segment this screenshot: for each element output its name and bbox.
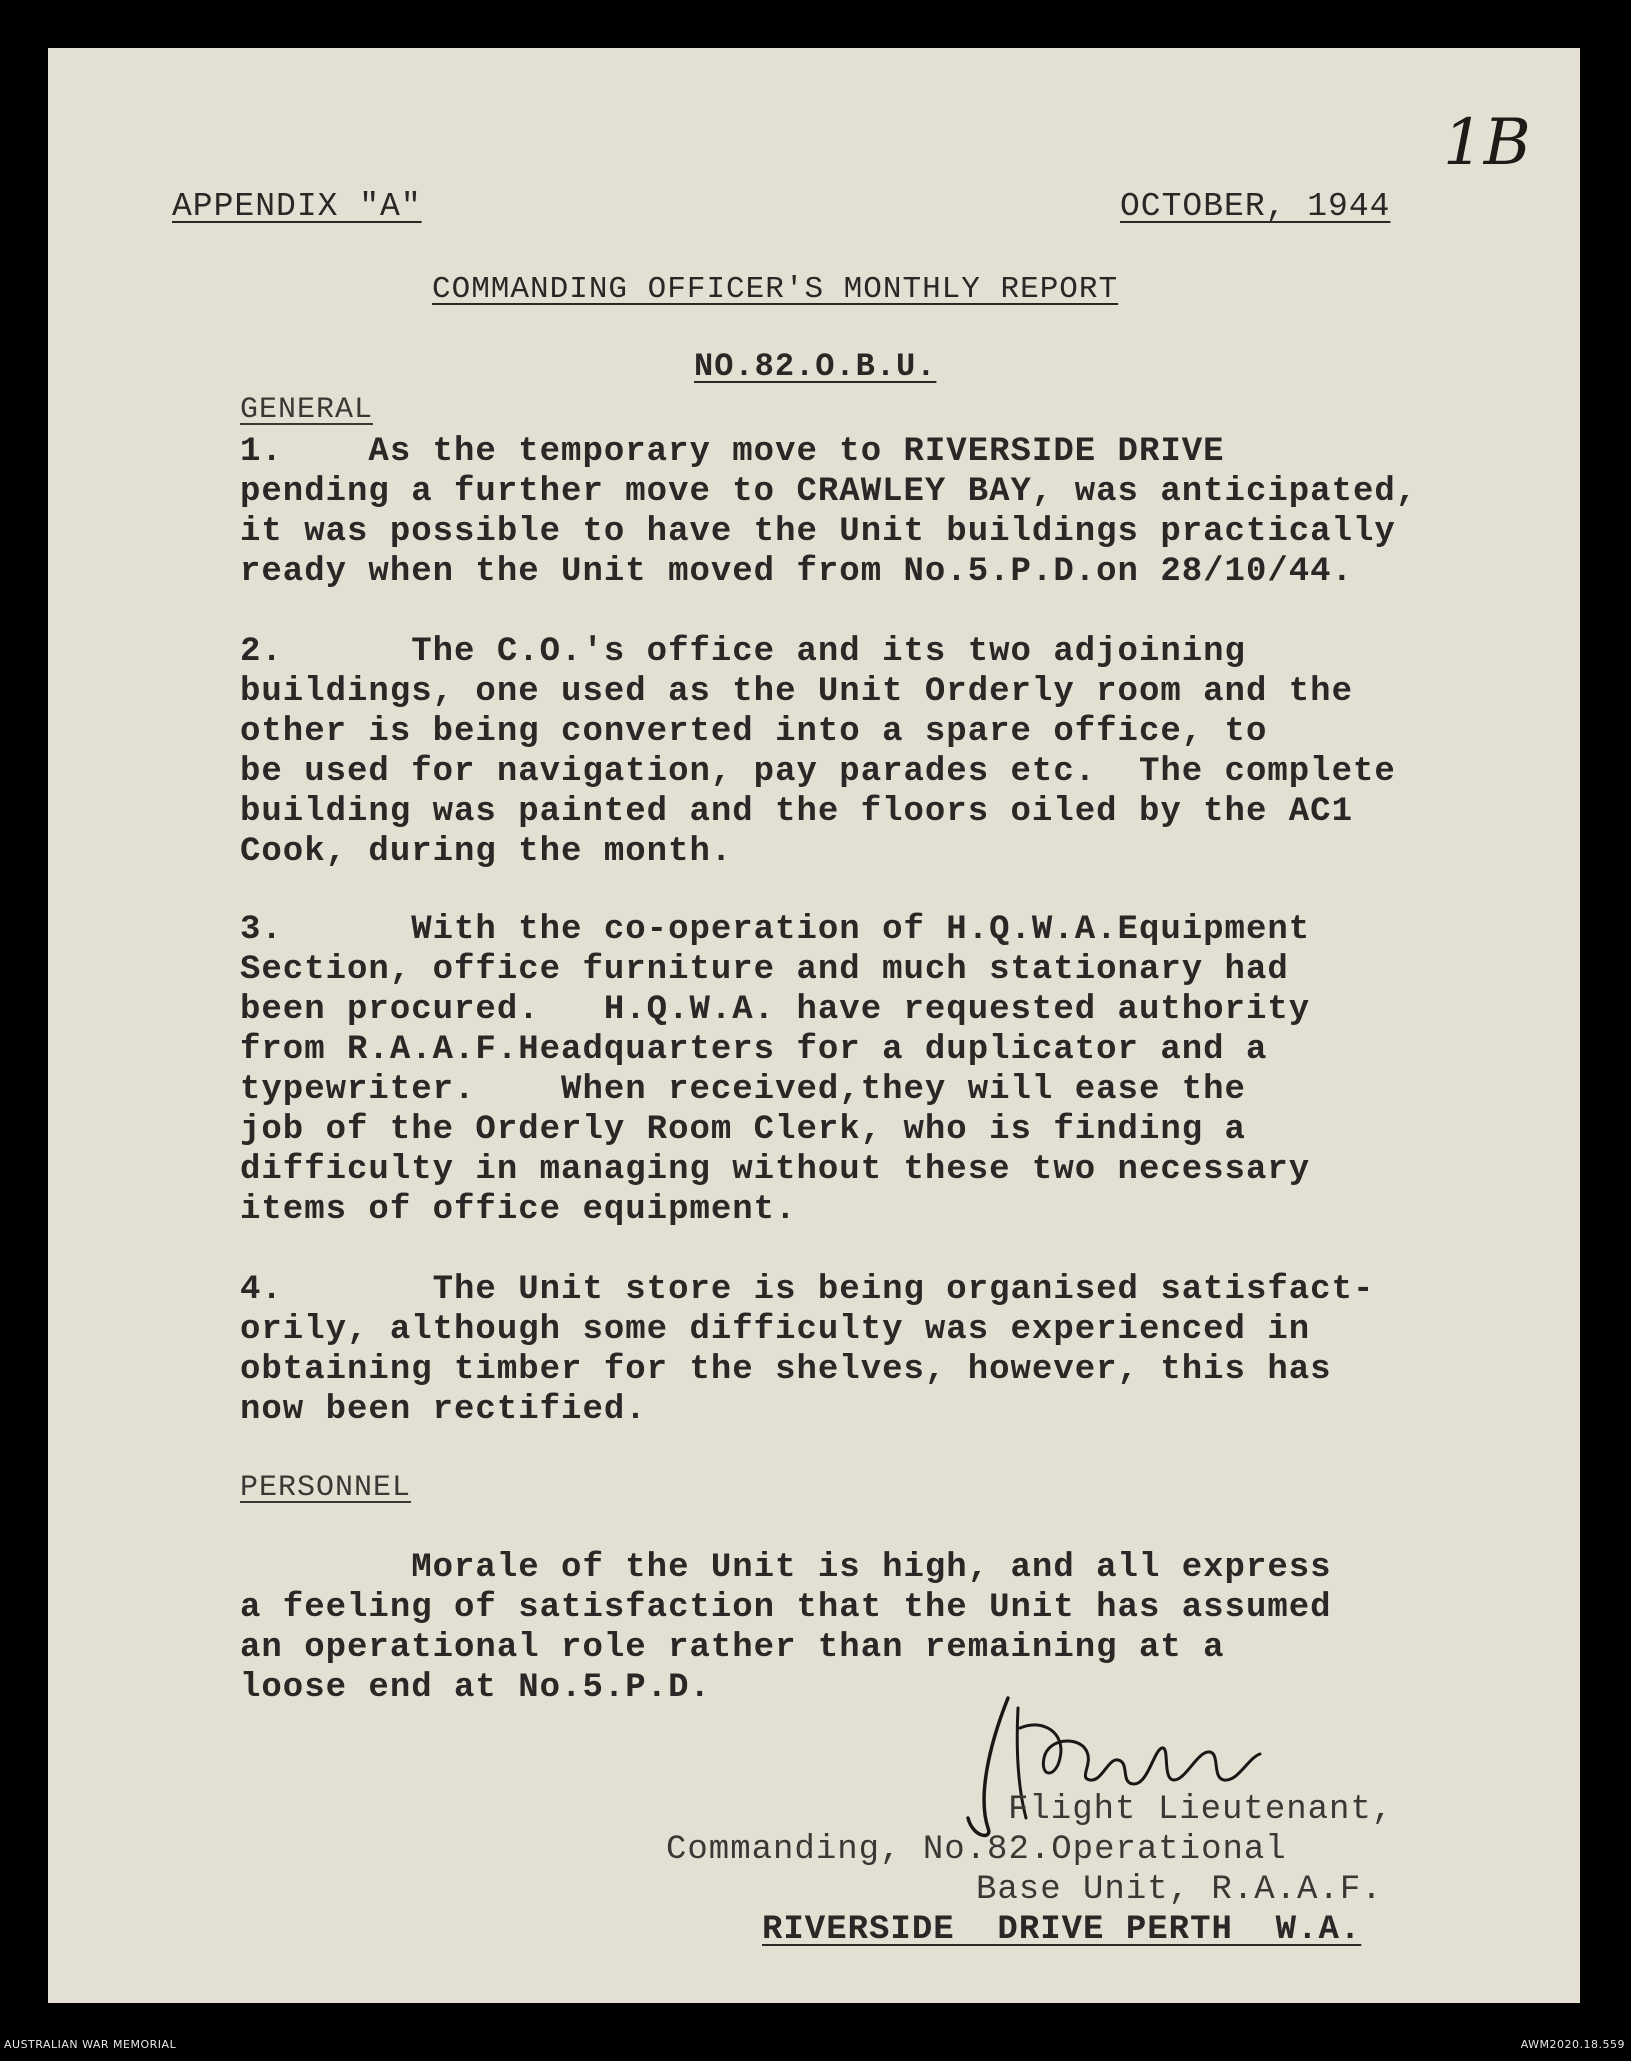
text-line: 2. The C.O.'s office and its two adjoining: [240, 633, 1246, 671]
text-line: job of the Orderly Room Clerk, who is finding a: [240, 1111, 1246, 1149]
text-line: 4. The Unit store is being organised satisfact-: [240, 1271, 1375, 1309]
text-line: 1. As the temporary move to RIVERSIDE DRIVE: [240, 433, 1225, 471]
text-line: been procured. H.Q.W.A. have requested authority: [240, 991, 1311, 1029]
text-line: it was possible to have the Unit buildings practically: [240, 513, 1396, 551]
text-line: obtaining timber for the shelves, however, this has: [240, 1351, 1332, 1389]
section-heading-personnel: PERSONNEL: [240, 1471, 412, 1505]
text-line: typewriter. When received,they will ease the: [240, 1071, 1246, 1109]
text-line: Cook, during the month.: [240, 833, 733, 871]
text-line: loose end at No.5.P.D.: [240, 1669, 711, 1707]
archive-credit: AUSTRALIAN WAR MEMORIAL: [4, 2038, 177, 2051]
text-line: items of office equipment.: [240, 1191, 797, 1229]
text-line: building was painted and the floors oiled by the AC1: [240, 793, 1353, 831]
report-title: COMMANDING OFFICER'S MONTHLY REPORT: [432, 272, 1119, 307]
text-line: a feeling of satisfaction that the Unit has assumed: [240, 1589, 1332, 1627]
document-page: [48, 48, 1580, 2003]
section-heading-general: GENERAL: [240, 393, 374, 427]
text-line: buildings, one used as the Unit Orderly room and the: [240, 673, 1353, 711]
text-line: be used for navigation, pay parades etc. The complete: [240, 753, 1396, 791]
unit-designation: NO.82.O.B.U.: [694, 348, 937, 385]
text-line: from R.A.A.F.Headquarters for a duplicator and a: [240, 1031, 1268, 1069]
archive-reference: AWM2020.18.559: [1520, 2038, 1625, 2051]
text-line: an operational role rather than remaining at a: [240, 1629, 1225, 1667]
signatory-rank: Flight Lieutenant,: [1008, 1791, 1394, 1829]
text-line: orily, although some difficulty was experienced in: [240, 1311, 1311, 1349]
text-line: difficulty in managing without these two necessary: [240, 1151, 1311, 1189]
handwritten-annotation: 1B: [1443, 106, 1531, 180]
signatory-address: RIVERSIDE DRIVE PERTH W.A.: [762, 1911, 1362, 1949]
text-line: Morale of the Unit is high, and all express: [240, 1549, 1332, 1587]
signatory-line-3: Base Unit, R.A.A.F.: [976, 1871, 1383, 1909]
text-line: ready when the Unit moved from No.5.P.D.on 28/10/44.: [240, 553, 1353, 591]
report-date: OCTOBER, 1944: [1120, 188, 1391, 225]
text-line: other is being converted into a spare office, to: [240, 713, 1268, 751]
text-line: pending a further move to CRAWLEY BAY, was anticipated,: [240, 473, 1418, 511]
signatory-line-2: Commanding, No.82.Operational: [666, 1831, 1287, 1869]
text-line: Section, office furniture and much stationary had: [240, 951, 1289, 989]
text-line: 3. With the co-operation of H.Q.W.A.Equipment: [240, 911, 1311, 949]
text-line: now been rectified.: [240, 1391, 647, 1429]
appendix-label: APPENDIX "A": [172, 188, 422, 225]
